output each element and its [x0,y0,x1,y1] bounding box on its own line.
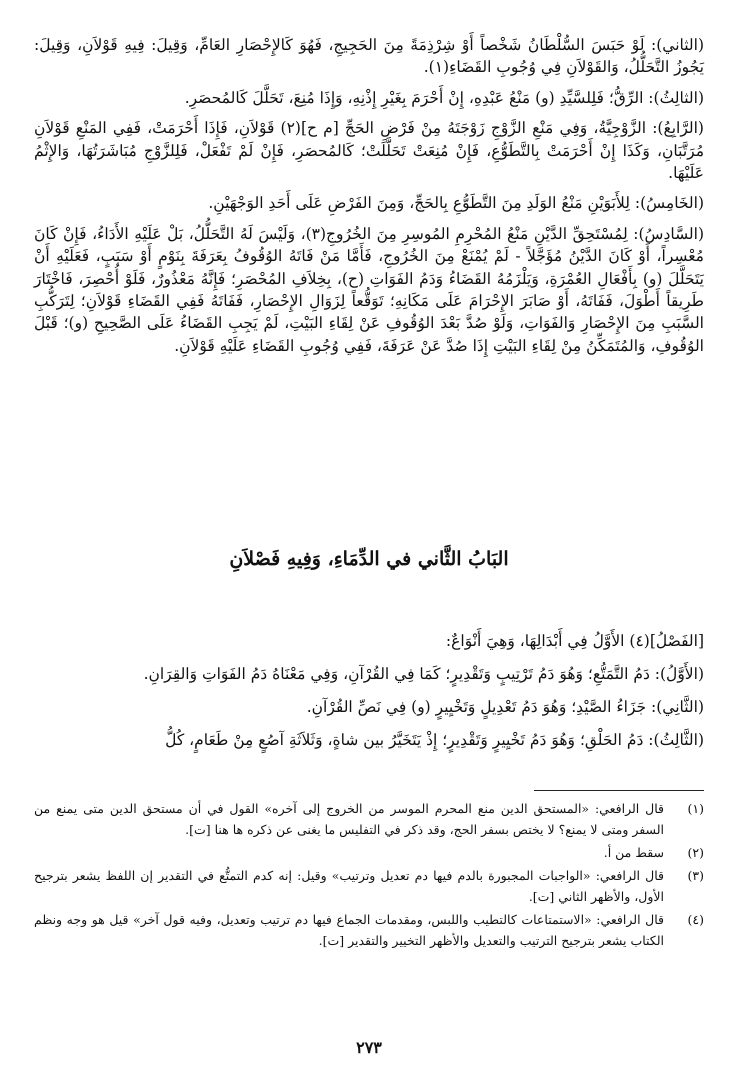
footnotes [34,798,704,953]
section-item-third: (الثَّالِثُ): دَمُ الحَلْقِ؛ وَهُوَ دَمُ تَخْيِيرٍ وَتَقْدِيرٍ؛ إِذْ يَتَخَيَّرُ بين شاةٍ، وَثَلاَثَةِ آصُعٍ مِنْ طَعَامٍ، كُلُّ [165,731,704,749]
paragraph-fourth: (الرَّابِعُ): الزَّوْجِيَّةُ، وَفِي مَنْعِ الزَّوْجِ زَوْجَتَهُ مِنْ فَرْضِ الحَجِّ [م ح](٢) قَوْلاَنِ، فَإِذَا أَحْرَمَتْ، فَفِي المَنْعِ قَوْلاَنِ مُرَتَّبَانِ، وَكَذَا إِنْ أَحْرَمَتْ بِالتَّطَوُّعِ، فَإِنْ مُنِعَتْ تَحَلَّلَتْ؛ كَالمُحصَرِ، فَإِنْ لَمْ تَفْعَلْ، فَلِلزَّوْجِ مُبَاشَرَتُهَا، وَالإِثْمُ عَلَيْهَا. [34,119,704,183]
paragraph-fifth: (الخَامِسُ): لِلأَبَوَيْنِ مَنْعُ الوَلَدِ مِنَ التَّطَوُّعِ بِالحَجِّ، وَمِنَ الفَرْضِ عَلَى أَحَدِ الوَجْهَيْنِ. [208,194,704,213]
footnote-number: (١) [687,801,704,816]
footnote-separator [534,790,704,791]
paragraph-second: (الثاني): لَوْ حَبَسَ السُّلْطَانُ شَخْصاً أَوْ شِرْذِمَةً مِنَ الحَجِيجِ، فَهُوَ كَالإِحْصَارِ العَامِّ، وَقِيلَ: فِيهِ قَوْلاَنِ، وَقِيلَ: يَجُوزُ التَّحَلُّلُ، وَالقَوْلاَنِ فِي وُجُوبِ القَضَاءِ(١). [34,36,704,77]
section-heading: [الفَصْلُ](٤) الأَوَّلُ فِي أَبْدَالِهَا، وَهِيَ أَنْوَاعٌ: [445,632,704,650]
footnote-number: (٢) [687,845,704,860]
footnote [34,865,704,907]
footnote-number: (٤) [687,912,704,927]
footnote [34,909,704,951]
main-text [34,34,704,365]
chapter-title: البَابُ الثَّاني في الدِّمَاءِ، وَفِيهِ فَصْلاَنِ [229,548,509,570]
paragraph-sixth: (السَّادِسُ): لِمُسْتَحِقِّ الدَّيْنِ مَنْعُ المُحْرِمِ المُوسِرِ مِنَ الخُرُوجِ(٣)، وَلَيْسَ لَهُ التَّحَلُّلُ، بَلْ عَلَيْهِ الأَدَاءُ، فَإِنْ كَانَ مُعْسِراً، أَوْ كَانَ الدَّيْنُ مُؤَجَّلاً - لَمْ يُمْنَعْ مِنَ الخُرُوجِ، فَأَمَّا مَنْ فَاتَهُ الوُقُوفُ بِعَرَفَةَ بِنَوْمٍ أَوْ سَبَبٍ، فَعَلَيْهِ أَنْ يَتَحَلَّلَ (و) بِأَفْعَالِ العُمْرَةِ، وَيَلْزَمُهُ القَضَاءُ وَدَمُ الفَوَاتِ (ح)، بِخِلاَفِ المُحْصَرِ؛ فَإِنَّهُ مَعْذُورٌ، فَلَوْ أُحْصِرَ، فَاخْتَارَ طَرِيقاً أَطْوَلَ، فَفَاتَهُ، أَوْ صَابَرَ الإِحْرَامَ عَلَى مَكَانِهِ؛ تَوَقُّعاً لِزَوَالِ الإِحْصَارِ، فَفَاتَهُ فَفِي القَضَاءِ قَوْلاَنِ؛ لِتَرَكُّبِ السَّبَبِ مِنَ الإِحْصَارِ وَالفَوَاتِ، وَلَوْ صُدَّ بَعْدَ الوُقُوفِ عَنْ لِقَاءِ البَيْتِ، لَمْ يَجِبِ القَضَاءُ عَلَى الصَّحِيحِ (و)؛ قَبْلَ الوُقُوفِ، وَالمُتَمَكِّنُ مِنْ لِقَاءِ البَيْتِ إِذَا صُدَّ عَنْ عَرَفَةَ، فَفِي وُجُوبِ القَضَاءِ عَلَيْهِ قَوْلاَنِ. [34,224,705,355]
paragraph-third: (الثالِثُ): الرِّقُّ؛ فَلِلسَّيِّدِ (و) مَنْعُ عَبْدِهِ، إِنْ أَحْرَمَ بِغَيْرِ إِذْنِهِ، وَإِذَا مُنِعَ، تَحَلَّلَ كَالمُحصَرِ. [184,88,704,107]
section-item-first: (الأَوَّلُ): دَمُ التَّمَتُّعِ؛ وَهُوَ دَمُ تَرْتِيبٍ وَتَقْدِيرٍ؛ كَمَا فِي القُرْآنِ، وَفِي مَعْنَاهُ دَمُ الفَوَاتِ وَالقِرَانِ. [143,665,704,683]
page-number: ٢٧٣ [356,1038,382,1057]
footnote-text: قال الرافعي: «الاستمتاعات كالتطيب واللبس، ومقدمات الجماع فيها دم ترتيب وتعديل، وفيه قول آخر» قيل هو وجه ونظم الكتاب يشعر بترجيح الترتيب والتعديل والأظهر التخيير والتقدير [ت]. [34,912,664,948]
footnote-text: سقط من أ. [603,845,664,860]
section-item-second: (الثَّانِي): جَزَاءُ الصَّيْدِ؛ وَهُوَ دَمُ تَعْدِيلٍ وَتَخْيِيرٍ (و) فِي نَصِّ القُرْآنِ. [306,698,704,716]
footnote [34,798,704,840]
section-text [34,630,704,762]
footnote-text: قال الرافعي: «المستحق الدين منع المحرم الموسر من الخروج إلى آخره» القول في أن مستحق الدين متى يمنع من السفر ومتى لا يمنع؟ لا يختص بسفر الحج، وقد ذكر في التفليس ما يغنى عن ذكره ها هنا [ت]. [34,801,664,837]
footnote-number: (٣) [687,868,704,883]
footnote [34,842,704,863]
footnote-text: قال الرافعي: «الواجبات المجبورة بالدم فيها دم تعديل وترتيب» وقيل: إنه كدم التمتُّع في التقدير إن اللفظ يشعر بترجيح الأول، والأظهر الثاني [ت]. [34,868,664,904]
